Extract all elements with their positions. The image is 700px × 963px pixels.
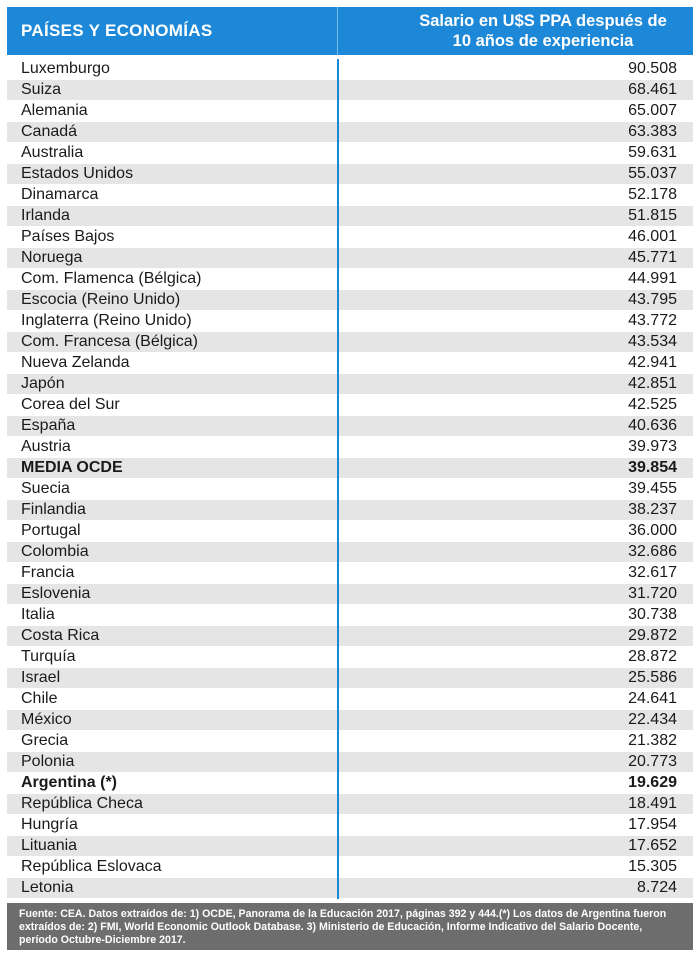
table-row — [7, 122, 693, 143]
country-name: Argentina (*) — [21, 774, 117, 791]
salary-value: 43.534 — [628, 333, 677, 350]
country-name: Polonia — [21, 753, 75, 770]
column-header-countries: PAÍSES Y ECONOMÍAS — [7, 7, 338, 55]
country-name: Corea del Sur — [21, 396, 120, 413]
salary-value: 43.795 — [628, 291, 677, 308]
table-header — [7, 7, 693, 55]
table-row — [7, 332, 693, 353]
table-row — [7, 395, 693, 416]
salary-value: 32.686 — [628, 543, 677, 560]
country-name: MEDIA OCDE — [21, 459, 123, 476]
country-name: Letonia — [21, 879, 74, 896]
country-name: Portugal — [21, 522, 81, 539]
country-name: Luxemburgo — [21, 60, 110, 77]
salary-value: 36.000 — [628, 522, 677, 539]
salary-value: 39.455 — [628, 480, 677, 497]
salary-value: 31.720 — [628, 585, 677, 602]
salary-value: 40.636 — [628, 417, 677, 434]
table-row — [7, 731, 693, 752]
table-row — [7, 227, 693, 248]
country-name: Eslovenia — [21, 585, 91, 602]
salary-value: 68.461 — [628, 81, 677, 98]
country-name: Com. Francesa (Bélgica) — [21, 333, 198, 350]
table-row — [7, 353, 693, 374]
table-row — [7, 647, 693, 668]
salary-value: 51.815 — [628, 207, 677, 224]
salary-value: 30.738 — [628, 606, 677, 623]
salary-table-figure — [7, 7, 693, 950]
country-name: Francia — [21, 564, 75, 581]
table-row — [7, 80, 693, 101]
salary-value: 17.954 — [628, 816, 677, 833]
salary-value: 63.383 — [628, 123, 677, 140]
table-row — [7, 458, 693, 479]
country-name: Italia — [21, 606, 55, 623]
table-row — [7, 269, 693, 290]
table-row — [7, 605, 693, 626]
country-name: Australia — [21, 144, 84, 161]
salary-value: 38.237 — [628, 501, 677, 518]
salary-value: 17.652 — [628, 837, 677, 854]
salary-value: 44.991 — [628, 270, 677, 287]
salary-value: 43.772 — [628, 312, 677, 329]
country-name: Israel — [21, 669, 61, 686]
table-row — [7, 542, 693, 563]
table-row — [7, 290, 693, 311]
country-name: Colombia — [21, 543, 89, 560]
table-body — [7, 59, 693, 899]
country-name: México — [21, 711, 72, 728]
country-name: Nueva Zelanda — [21, 354, 130, 371]
country-name: Turquía — [21, 648, 76, 665]
salary-value: 55.037 — [628, 165, 677, 182]
salary-value: 52.178 — [628, 186, 677, 203]
table-row — [7, 626, 693, 647]
salary-value: 45.771 — [628, 249, 677, 266]
salary-value: 42.941 — [628, 354, 677, 371]
table-row — [7, 374, 693, 395]
table-row — [7, 584, 693, 605]
country-name: Inglaterra (Reino Unido) — [21, 312, 192, 329]
country-name: Grecia — [21, 732, 69, 749]
salary-value: 21.382 — [628, 732, 677, 749]
country-name: Estados Unidos — [21, 165, 134, 182]
country-name: Com. Flamenca (Bélgica) — [21, 270, 202, 287]
table-row — [7, 248, 693, 269]
salary-value: 8.724 — [636, 879, 677, 896]
country-name: Noruega — [21, 249, 83, 266]
table-row — [7, 689, 693, 710]
table-row — [7, 437, 693, 458]
salary-value: 42.525 — [628, 396, 677, 413]
table-row — [7, 668, 693, 689]
table-row — [7, 773, 693, 794]
table-row — [7, 794, 693, 815]
salary-value: 65.007 — [628, 102, 677, 119]
salary-value: 29.872 — [628, 627, 677, 644]
table-row — [7, 479, 693, 500]
salary-value: 20.773 — [628, 753, 677, 770]
country-name: Costa Rica — [21, 627, 100, 644]
country-name: República Checa — [21, 795, 143, 812]
salary-value: 18.491 — [628, 795, 677, 812]
salary-value: 24.641 — [628, 690, 677, 707]
table-row — [7, 563, 693, 584]
table-row — [7, 521, 693, 542]
salary-value: 59.631 — [628, 144, 677, 161]
column-header-salary-text: Salario en U$S PPA después de 10 años de experiencia — [419, 12, 667, 50]
country-name: España — [21, 417, 76, 434]
country-name: Países Bajos — [21, 228, 115, 245]
country-name: Dinamarca — [21, 186, 99, 203]
country-name: Irlanda — [21, 207, 70, 224]
table-row — [7, 752, 693, 773]
salary-value: 46.001 — [628, 228, 677, 245]
country-name: Chile — [21, 690, 58, 707]
country-name: República Eslovaca — [21, 858, 162, 875]
salary-value: 42.851 — [628, 375, 677, 392]
country-name: Suiza — [21, 81, 62, 98]
salary-value: 25.586 — [628, 669, 677, 686]
table-row — [7, 101, 693, 122]
salary-value: 90.508 — [628, 60, 677, 77]
table-row — [7, 185, 693, 206]
country-name: Suecia — [21, 480, 70, 497]
table-row — [7, 311, 693, 332]
country-name: Austria — [21, 438, 71, 455]
source-footnote: Fuente: CEA. Datos extraídos de: 1) OCDE, Panorama de la Educación 2017, páginas 392 y 444.(*) Los datos de Argentina fueron extraídos de: 2) FMI, World Economic Outlook Database. 3) Ministerio de Educación, Informe Indicativo del Salario Docente, período Octubre-Diciembre 2017. — [7, 903, 693, 950]
table-row — [7, 815, 693, 836]
table-row — [7, 878, 693, 899]
salary-value: 32.617 — [628, 564, 677, 581]
table-row — [7, 164, 693, 185]
salary-value: 39.973 — [628, 438, 677, 455]
country-name: Canadá — [21, 123, 78, 140]
table-row — [7, 836, 693, 857]
table-row — [7, 206, 693, 227]
table-row — [7, 710, 693, 731]
salary-value: 22.434 — [628, 711, 677, 728]
country-name: Finlandia — [21, 501, 86, 518]
country-name: Lituania — [21, 837, 78, 854]
table-row — [7, 59, 693, 80]
country-name: Alemania — [21, 102, 88, 119]
column-header-salary — [338, 7, 693, 55]
table-row — [7, 143, 693, 164]
salary-value: 28.872 — [628, 648, 677, 665]
table-row — [7, 500, 693, 521]
table-row — [7, 857, 693, 878]
salary-value: 39.854 — [628, 459, 677, 476]
country-name: Japón — [21, 375, 65, 392]
country-name: Hungría — [21, 816, 78, 833]
salary-value: 15.305 — [628, 858, 677, 875]
country-name: Escocia (Reino Unido) — [21, 291, 181, 308]
table-row — [7, 416, 693, 437]
salary-value: 19.629 — [628, 774, 677, 791]
